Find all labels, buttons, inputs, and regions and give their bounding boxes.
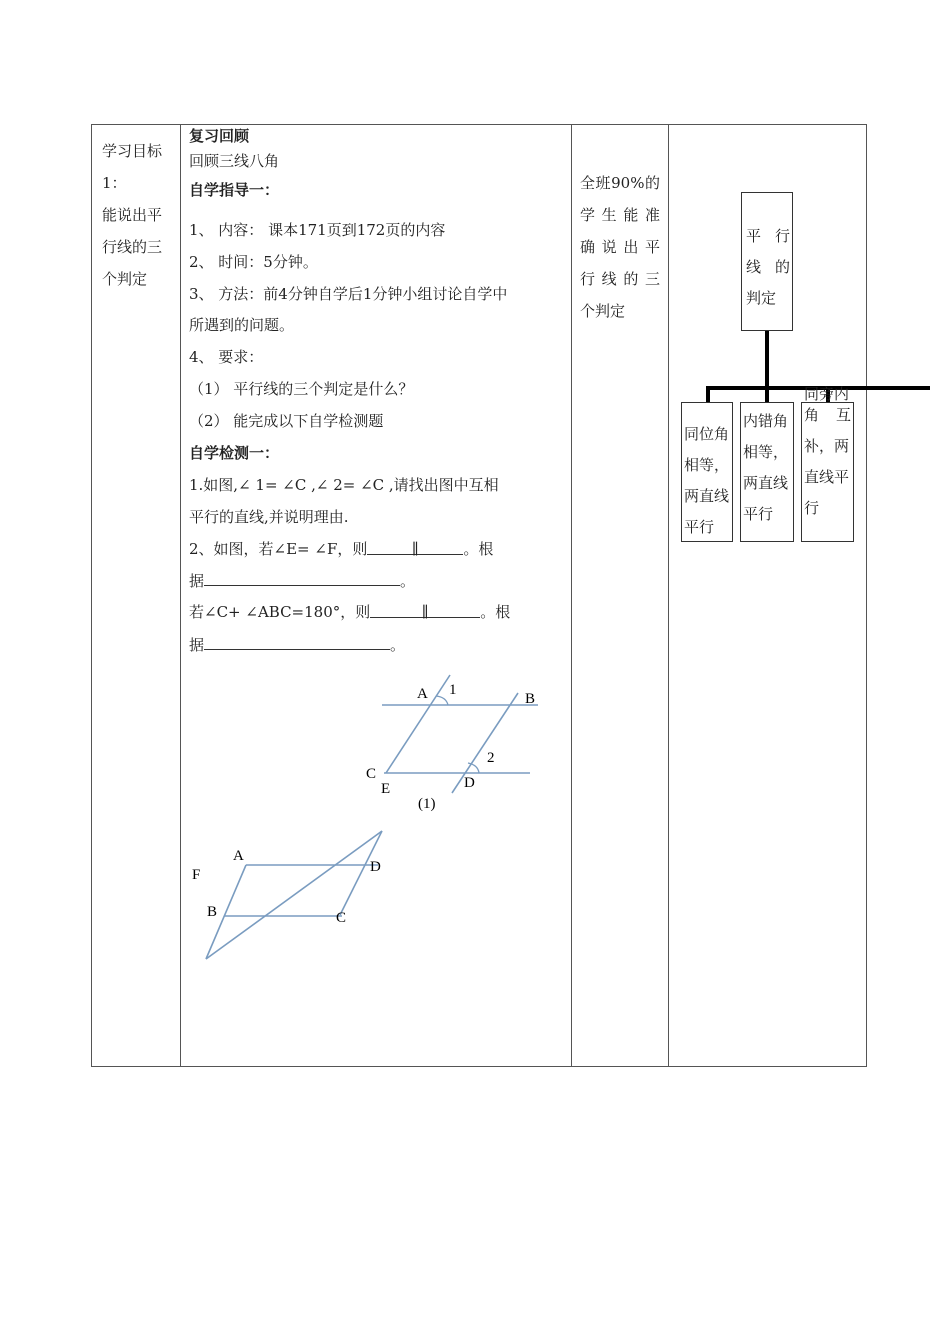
learning-objective-cell (92, 125, 180, 1066)
tree-box-alternate-angles (740, 402, 794, 542)
figure-caption: (1) (418, 796, 436, 812)
figure-2 (190, 825, 410, 970)
box-line: 补，两 (804, 437, 850, 455)
guide-item-method-cont: 所遇到的问题。 (189, 316, 295, 334)
result-line: 学生能准 (580, 206, 660, 224)
angle-1-arc (436, 696, 448, 705)
objective-line: 1： (102, 174, 127, 192)
question-3-text: 若∠C+ ∠ABC=180°，则 (189, 603, 371, 621)
box-line: 两直线 (743, 474, 789, 492)
guide-item-content: 1、 内容： 课本171页到172页的内容 (189, 221, 446, 239)
objective-line: 能说出平 (102, 206, 163, 224)
box-line: 两直线 (684, 487, 730, 505)
root-line: 平 行 (746, 227, 790, 245)
question-3-tail: 。根 (480, 603, 511, 621)
lesson-content-cell (180, 125, 571, 1066)
question-2 (189, 538, 493, 560)
label-f: F (192, 867, 201, 883)
reason-end: 。 (400, 572, 416, 590)
parallel-symbol: ∥ (411, 540, 419, 558)
root-line: 判定 (746, 289, 777, 307)
box-line: 平行 (684, 518, 715, 536)
label-a: A (233, 848, 244, 864)
result-line: 确说出平 (580, 238, 660, 256)
question-2-text: 2、如图，若∠E= ∠F，则 (189, 540, 368, 558)
label-b: B (207, 904, 218, 920)
label-d: D (464, 775, 475, 791)
root-line: 线 的 (746, 258, 790, 276)
reason-label: 据 (189, 572, 205, 590)
box-line: 同旁内 (804, 385, 850, 403)
box-line: 行 (804, 499, 820, 517)
box-line: 相等， (684, 456, 730, 474)
box-line: 直线平 (804, 468, 850, 486)
knowledge-tree-cell (668, 125, 868, 1066)
tree-connector (765, 331, 769, 388)
label-c: C (366, 766, 377, 782)
angle-2-arc (468, 763, 479, 773)
tree-root-box (741, 192, 793, 331)
box-line: 角 互 (804, 406, 851, 424)
question-1-cont: 平行的直线,并说明理由. (189, 508, 349, 526)
guide-item-time: 2、 时间：5分钟。 (189, 253, 318, 271)
box-line: 内错角 (743, 412, 789, 430)
transversal-bd (452, 693, 518, 793)
review-text: 回顾三线八角 (189, 152, 280, 170)
review-title: 复习回顾 (189, 127, 250, 145)
question-2-reason (189, 569, 415, 592)
label-2: 2 (487, 750, 495, 766)
box-line: 同位角 (684, 425, 730, 443)
expected-result-cell (571, 125, 668, 1066)
reason-blank[interactable] (204, 569, 400, 586)
test-title: 自学检测一： (189, 444, 280, 462)
reason-end: 。 (390, 636, 406, 654)
objective-line: 学习目标 (102, 142, 163, 160)
result-line: 全班90%的 (580, 174, 660, 192)
answer-blank[interactable] (367, 538, 463, 558)
guide-item-requirement: 4、 要求： (189, 348, 264, 366)
label-c: C (336, 910, 347, 926)
parallel-symbol: ∥ (421, 603, 429, 621)
guide-title: 自学指导一： (189, 181, 280, 199)
tree-connector (765, 386, 769, 402)
requirement-2: （2） 能完成以下自学检测题 (189, 412, 384, 430)
figure-1 (366, 665, 560, 815)
objective-line: 行线的三 (102, 238, 163, 256)
label-1: 1 (449, 682, 457, 698)
tree-connector (706, 386, 710, 402)
guide-item-method: 3、 方法：前4分钟自学后1分钟小组讨论自学中 (189, 285, 508, 303)
question-1: 1.如图,∠ 1= ∠C ,∠ 2= ∠C ,请找出图中互相 (189, 476, 499, 494)
label-b: B (525, 691, 536, 707)
box-line: 平行 (743, 505, 774, 523)
question-3 (189, 601, 510, 623)
result-line: 个判定 (580, 302, 626, 320)
result-line: 行线的三 (580, 270, 660, 288)
box-line: 相等， (743, 443, 789, 461)
answer-blank[interactable] (370, 601, 480, 621)
question-3-reason (189, 633, 405, 656)
reason-blank[interactable] (204, 633, 390, 650)
reason-label: 据 (189, 636, 205, 654)
label-e: E (381, 781, 391, 797)
question-2-tail: 。根 (463, 540, 494, 558)
tree-box-interior-angles (801, 385, 854, 542)
lesson-table (91, 124, 867, 1067)
tree-box-corresponding-angles (681, 402, 733, 542)
label-d: D (370, 859, 381, 875)
label-a: A (417, 686, 428, 702)
objective-line: 个判定 (102, 270, 148, 288)
requirement-1: （1） 平行线的三个判定是什么？ (189, 380, 414, 398)
